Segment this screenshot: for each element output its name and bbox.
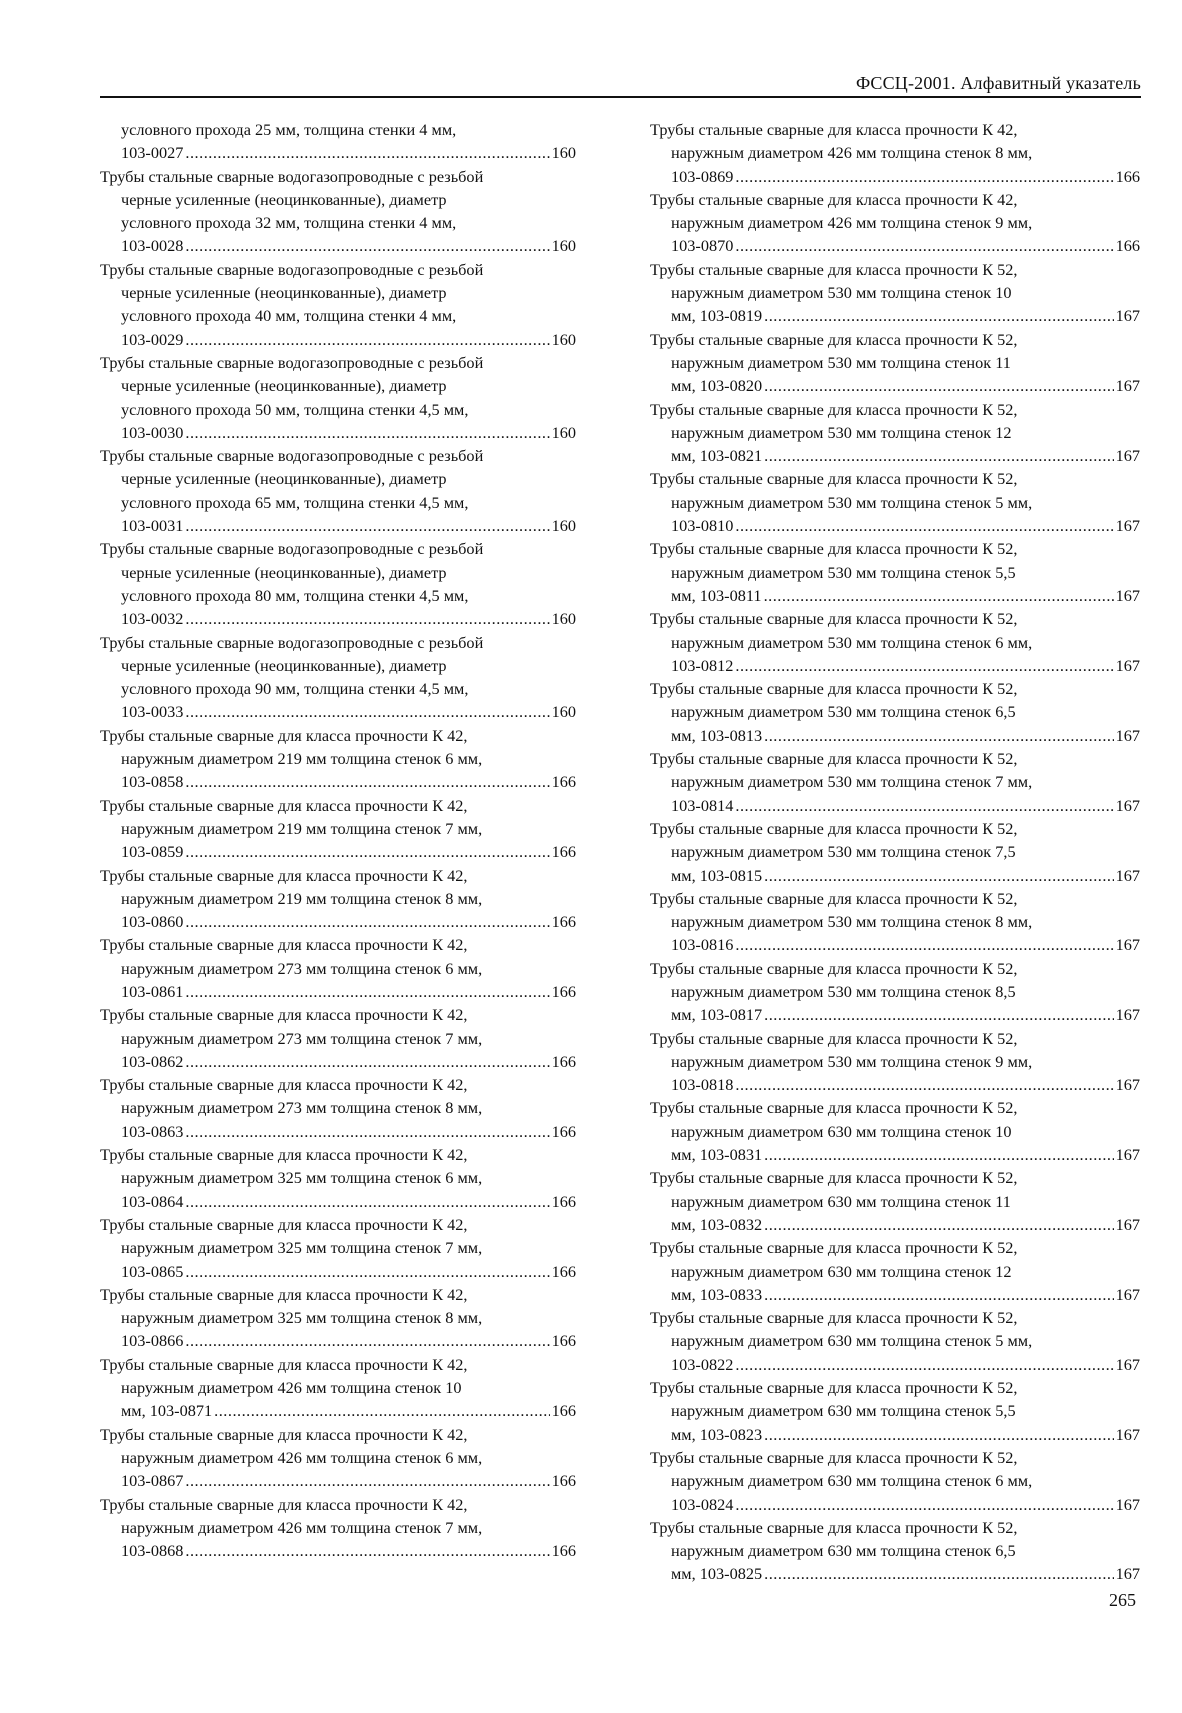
entry-page-number: 167	[1115, 935, 1140, 955]
entry-code: 103-0027	[121, 143, 184, 163]
entry-page-number: 166	[551, 1191, 576, 1211]
index-entry	[100, 1003, 576, 1073]
entry-code: 103-0868	[121, 1541, 184, 1561]
dot-leader	[735, 794, 1113, 817]
index-entry	[650, 1236, 1140, 1306]
index-entry	[100, 933, 576, 1003]
index-entry	[100, 1213, 576, 1283]
entry-code-line	[100, 1120, 576, 1143]
entry-text-line: наружным диаметром 426 мм толщина стенок 7 мм,	[121, 1517, 483, 1537]
entry-title-line: Трубы стальные сварные для класса прочности К 52,	[650, 1168, 1018, 1188]
entry-text-line: наружным диаметром 530 мм толщина стенок 5,5	[671, 562, 1016, 582]
entry-title-line: Трубы стальные сварные для класса прочности К 52,	[650, 888, 1018, 908]
entry-code-line	[650, 933, 1140, 956]
entry-code-line	[650, 1143, 1140, 1166]
dot-leader	[764, 304, 1113, 327]
entry-title-line: Трубы стальные сварные для класса прочности К 52,	[650, 399, 1018, 419]
entry-title-line: Трубы стальные сварные для класса прочности К 52,	[650, 329, 1018, 349]
entry-text-line: черные усиленные (неоцинкованные), диаметр	[121, 376, 447, 396]
entry-title-line: Трубы стальные сварные для класса прочности К 52,	[650, 818, 1018, 838]
index-entry	[100, 1493, 576, 1563]
entry-code: мм, 103-0820	[671, 376, 763, 396]
entry-code: 103-0863	[121, 1121, 184, 1141]
entry-code-line	[100, 910, 576, 933]
entry-title-line: Трубы стальные сварные водогазопроводные с резьбой	[100, 166, 484, 186]
entry-text-line: наружным диаметром 426 мм толщина стенок 9 мм,	[671, 213, 1033, 233]
entry-code: мм, 103-0823	[671, 1424, 763, 1444]
entry-page-number: 167	[1115, 1214, 1140, 1234]
index-column-right	[650, 118, 1140, 1586]
entry-text-line: условного прохода 25 мм, толщина стенки 4 мм,	[121, 120, 457, 139]
entry-title-line: Трубы стальные сварные для класса прочности К 52,	[650, 1378, 1018, 1398]
entry-code-line	[100, 770, 576, 793]
dot-leader	[764, 444, 1113, 467]
entry-code: 103-0812	[671, 655, 734, 675]
entry-title-line: Трубы стальные сварные для класса прочности К 52,	[650, 749, 1018, 769]
entry-code-line	[100, 328, 576, 351]
entry-code: мм, 103-0825	[671, 1564, 763, 1584]
entry-page-number: 160	[551, 236, 576, 256]
entry-page-number: 167	[1115, 655, 1140, 675]
entry-text-line: наружным диаметром 273 мм толщина стенок 6 мм,	[121, 958, 483, 978]
entry-page-number: 167	[1115, 725, 1140, 745]
entry-page-number: 166	[551, 1471, 576, 1491]
entry-code: мм, 103-0821	[671, 446, 763, 466]
dot-leader	[764, 1562, 1113, 1585]
dot-leader	[185, 1539, 549, 1562]
entry-title-line: Трубы стальные сварные для класса прочности К 42,	[100, 795, 468, 815]
entry-code: 103-0859	[121, 842, 184, 862]
entry-title-line: Трубы стальные сварные для класса прочности К 52,	[650, 679, 1018, 699]
entry-code: мм, 103-0815	[671, 865, 763, 885]
index-entry	[650, 1306, 1140, 1376]
index-entry	[650, 887, 1140, 957]
entry-page-number: 167	[1115, 865, 1140, 885]
entry-page-number: 166	[551, 842, 576, 862]
entry-title-line: Трубы стальные сварные для класса прочности К 42,	[650, 189, 1018, 209]
entry-title-line: Трубы стальные сварные для класса прочности К 52,	[650, 1308, 1018, 1328]
dot-leader	[185, 700, 549, 723]
dot-leader	[764, 1143, 1113, 1166]
entry-code-line	[650, 444, 1140, 467]
entry-title-line: Трубы стальные сварные для класса прочности К 52,	[650, 1517, 1018, 1537]
index-entry	[100, 794, 576, 864]
dot-leader	[764, 374, 1113, 397]
index-entry	[100, 864, 576, 934]
entry-code-line	[650, 1213, 1140, 1236]
entry-text-line: наружным диаметром 325 мм толщина стенок 8 мм,	[121, 1308, 483, 1328]
entry-code-line	[100, 1399, 576, 1422]
entry-code-line	[650, 584, 1140, 607]
dot-leader	[185, 514, 549, 537]
dot-leader	[735, 1493, 1113, 1516]
entry-code: мм, 103-0831	[671, 1145, 763, 1165]
index-column-left	[100, 118, 576, 1562]
entry-page-number: 167	[1115, 1284, 1140, 1304]
entry-title-line: Трубы стальные сварные водогазопроводные с резьбой	[100, 446, 484, 466]
entry-code: мм, 103-0871	[121, 1401, 213, 1421]
entry-page-number: 167	[1115, 1145, 1140, 1165]
entry-text-line: наружным диаметром 426 мм толщина стенок 6 мм,	[121, 1447, 483, 1467]
entry-code: 103-0033	[121, 702, 184, 722]
entry-code-line	[650, 1073, 1140, 1096]
index-entry	[100, 444, 576, 537]
index-entry	[650, 328, 1140, 398]
entry-code-line	[650, 234, 1140, 257]
entry-title-line: Трубы стальные сварные для класса прочности К 42,	[100, 1005, 468, 1025]
entry-code: мм, 103-0832	[671, 1214, 763, 1234]
entry-page-number: 166	[551, 1331, 576, 1351]
dot-leader	[185, 840, 549, 863]
dot-leader	[764, 584, 1114, 607]
index-entry	[650, 537, 1140, 607]
entry-title-line: Трубы стальные сварные для класса прочности К 52,	[650, 259, 1018, 279]
entry-code-line	[100, 1190, 576, 1213]
index-entry	[100, 537, 576, 630]
dot-leader	[735, 514, 1113, 537]
entry-title-line: Трубы стальные сварные для класса прочности К 52,	[650, 1238, 1018, 1258]
entry-title-line: Трубы стальные сварные для класса прочности К 52,	[650, 1098, 1018, 1118]
entry-title-line: Трубы стальные сварные для класса прочности К 42,	[100, 1424, 468, 1444]
entry-code-line	[650, 1493, 1140, 1516]
entry-title-line: Трубы стальные сварные для класса прочности К 52,	[650, 1447, 1018, 1467]
entry-title-line: Трубы стальные сварные для класса прочности К 42,	[100, 1145, 468, 1165]
index-entry	[650, 188, 1140, 258]
entry-code: мм, 103-0817	[671, 1005, 763, 1025]
entry-page-number: 167	[1115, 1564, 1140, 1584]
entry-text-line: наружным диаметром 530 мм толщина стенок 12	[671, 422, 1012, 442]
page-number: 265	[1109, 1590, 1136, 1610]
entry-code: мм, 103-0811	[671, 585, 762, 605]
dot-leader	[735, 654, 1113, 677]
entry-code: 103-0824	[671, 1494, 734, 1514]
entry-text-line: наружным диаметром 630 мм толщина стенок 6 мм,	[671, 1471, 1033, 1491]
entry-page-number: 167	[1115, 376, 1140, 396]
entry-code: 103-0869	[671, 166, 734, 186]
entry-code: 103-0822	[671, 1354, 734, 1374]
dot-leader	[185, 141, 549, 164]
entry-page-number: 160	[551, 422, 576, 442]
index-entry	[100, 118, 576, 165]
entry-code: 103-0810	[671, 516, 734, 536]
dot-leader	[764, 1283, 1113, 1306]
entry-text-line: наружным диаметром 426 мм толщина стенок 10	[121, 1378, 462, 1398]
entry-page-number: 167	[1115, 1424, 1140, 1444]
entry-text-line: наружным диаметром 530 мм толщина стенок 9 мм,	[671, 1051, 1033, 1071]
index-entry	[650, 957, 1140, 1027]
entry-text-line: наружным диаметром 630 мм толщина стенок 5 мм,	[671, 1331, 1033, 1351]
entry-page-number: 160	[551, 143, 576, 163]
entry-code-line	[100, 700, 576, 723]
entry-code-line	[650, 514, 1140, 537]
entry-text-line: условного прохода 32 мм, толщина стенки 4 мм,	[121, 213, 457, 233]
entry-code-line	[100, 421, 576, 444]
entry-code: мм, 103-0813	[671, 725, 763, 745]
entry-text-line: черные усиленные (неоцинкованные), диаметр	[121, 655, 447, 675]
dot-leader	[764, 1213, 1113, 1236]
entry-code: 103-0867	[121, 1471, 184, 1491]
index-entry	[100, 1143, 576, 1213]
dot-leader	[185, 1260, 549, 1283]
entry-text-line: условного прохода 40 мм, толщина стенки 4 мм,	[121, 306, 457, 326]
entry-page-number: 167	[1115, 585, 1140, 605]
entry-text-line: условного прохода 50 мм, толщина стенки 4,5 мм,	[121, 399, 469, 419]
entry-text-line: черные усиленные (неоцинкованные), диаметр	[121, 189, 447, 209]
entry-text-line: черные усиленные (неоцинкованные), диаметр	[121, 283, 447, 303]
entry-code-line	[100, 1469, 576, 1492]
dot-leader	[185, 1329, 549, 1352]
entry-page-number: 167	[1115, 446, 1140, 466]
entry-title-line: Трубы стальные сварные для класса прочности К 42,	[100, 935, 468, 955]
dot-leader	[185, 328, 549, 351]
entry-code: 103-0032	[121, 609, 184, 629]
entry-code-line	[650, 1562, 1140, 1585]
entry-code: 103-0814	[671, 795, 734, 815]
entry-text-line: наружным диаметром 273 мм толщина стенок 8 мм,	[121, 1098, 483, 1118]
entry-title-line: Трубы стальные сварные для класса прочности К 52,	[650, 469, 1018, 489]
entry-text-line: наружным диаметром 219 мм толщина стенок 6 мм,	[121, 749, 483, 769]
entry-text-line: наружным диаметром 530 мм толщина стенок 5 мм,	[671, 492, 1033, 512]
index-entry	[100, 631, 576, 724]
entry-page-number: 166	[1115, 236, 1140, 256]
dot-leader	[735, 1353, 1113, 1376]
dot-leader	[185, 1469, 549, 1492]
index-entry	[100, 165, 576, 258]
entry-page-number: 167	[1115, 1075, 1140, 1095]
entry-code-line	[100, 141, 576, 164]
entry-code-line	[100, 234, 576, 257]
entry-page-number: 166	[551, 981, 576, 1001]
entry-code: 103-0862	[121, 1051, 184, 1071]
entry-text-line: наружным диаметром 325 мм толщина стенок 7 мм,	[121, 1238, 483, 1258]
index-entry	[650, 677, 1140, 747]
entry-text-line: наружным диаметром 273 мм толщина стенок 7 мм,	[121, 1028, 483, 1048]
entry-text-line: наружным диаметром 630 мм толщина стенок 6,5	[671, 1541, 1016, 1561]
entry-code-line	[650, 724, 1140, 747]
entry-code: мм, 103-0833	[671, 1284, 763, 1304]
entry-text-line: наружным диаметром 530 мм толщина стенок 7,5	[671, 842, 1016, 862]
entry-text-line: наружным диаметром 530 мм толщина стенок 8 мм,	[671, 912, 1033, 932]
entry-title-line: Трубы стальные сварные для класса прочности К 42,	[100, 1284, 468, 1304]
entry-code-line	[100, 1539, 576, 1562]
entry-title-line: Трубы стальные сварные для класса прочности К 42,	[100, 725, 468, 745]
index-entry	[650, 1027, 1140, 1097]
dot-leader	[185, 421, 549, 444]
index-entry	[650, 817, 1140, 887]
entry-text-line: условного прохода 65 мм, толщина стенки 4,5 мм,	[121, 492, 469, 512]
index-entry	[650, 1376, 1140, 1446]
entry-code: 103-0816	[671, 935, 734, 955]
entry-title-line: Трубы стальные сварные для класса прочности К 42,	[100, 1075, 468, 1095]
entry-page-number: 160	[551, 329, 576, 349]
entry-title-line: Трубы стальные сварные для класса прочности К 42,	[100, 1354, 468, 1374]
entry-page-number: 166	[551, 1121, 576, 1141]
index-entry	[650, 1096, 1140, 1166]
dot-leader	[185, 770, 549, 793]
entry-text-line: наружным диаметром 630 мм толщина стенок 10	[671, 1121, 1012, 1141]
entry-title-line: Трубы стальные сварные для класса прочности К 52,	[650, 539, 1018, 559]
entry-page-number: 166	[551, 1401, 576, 1421]
page-header	[100, 66, 1141, 98]
dot-leader	[185, 1190, 549, 1213]
entry-text-line: наружным диаметром 426 мм толщина стенок 8 мм,	[671, 143, 1033, 163]
entry-title-line: Трубы стальные сварные водогазопроводные с резьбой	[100, 539, 484, 559]
dot-leader	[185, 1120, 549, 1143]
entry-page-number: 166	[1115, 166, 1140, 186]
entry-text-line: наружным диаметром 530 мм толщина стенок 10	[671, 283, 1012, 303]
entry-code-line	[100, 514, 576, 537]
dot-leader	[764, 1423, 1113, 1446]
entry-code: 103-0858	[121, 772, 184, 792]
entry-code: мм, 103-0819	[671, 306, 763, 326]
dot-leader	[735, 1073, 1113, 1096]
entry-code-line	[650, 1423, 1140, 1446]
entry-code-line	[650, 864, 1140, 887]
entry-code: 103-0031	[121, 516, 184, 536]
index-entry	[650, 1166, 1140, 1236]
entry-text-line: наружным диаметром 530 мм толщина стенок 8,5	[671, 981, 1016, 1001]
entry-code-line	[100, 980, 576, 1003]
entry-title-line: Трубы стальные сварные для класса прочности К 42,	[100, 1214, 468, 1234]
entry-text-line: наружным диаметром 530 мм толщина стенок 6 мм,	[671, 632, 1033, 652]
entry-text-line: наружным диаметром 219 мм толщина стенок 8 мм,	[121, 888, 483, 908]
entry-title-line: Трубы стальные сварные для класса прочности К 52,	[650, 1028, 1018, 1048]
entry-title-line: Трубы стальные сварные водогазопроводные с резьбой	[100, 632, 484, 652]
entry-text-line: наружным диаметром 630 мм толщина стенок 12	[671, 1261, 1012, 1281]
entry-text-line: условного прохода 90 мм, толщина стенки 4,5 мм,	[121, 679, 469, 699]
entry-code: 103-0030	[121, 422, 184, 442]
entry-page-number: 167	[1115, 1354, 1140, 1374]
entry-text-line: наружным диаметром 630 мм толщина стенок 5,5	[671, 1401, 1016, 1421]
entry-code-line	[650, 1283, 1140, 1306]
entry-page-number: 167	[1115, 306, 1140, 326]
index-entry	[100, 1423, 576, 1493]
dot-leader	[185, 910, 549, 933]
dot-leader	[764, 864, 1113, 887]
dot-leader	[185, 607, 549, 630]
entry-title-line: Трубы стальные сварные водогазопроводные с резьбой	[100, 259, 484, 279]
entry-code: 103-0864	[121, 1191, 184, 1211]
entry-code: 103-0860	[121, 912, 184, 932]
entry-code-line	[650, 374, 1140, 397]
index-entry	[650, 1516, 1140, 1586]
entry-text-line: черные усиленные (неоцинкованные), диаметр	[121, 562, 447, 582]
index-entry	[650, 258, 1140, 328]
dot-leader	[185, 1050, 549, 1073]
header-title: ФССЦ-2001. Алфавитный указатель	[855, 73, 1141, 93]
entry-title-line: Трубы стальные сварные для класса прочности К 42,	[650, 120, 1018, 139]
index-entry	[650, 747, 1140, 817]
index-entry	[650, 607, 1140, 677]
entry-code-line	[100, 1050, 576, 1073]
index-entry	[650, 118, 1140, 188]
entry-code: 103-0865	[121, 1261, 184, 1281]
dot-leader	[735, 933, 1113, 956]
entry-code: 103-0029	[121, 329, 184, 349]
dot-leader	[185, 234, 549, 257]
entry-title-line: Трубы стальные сварные для класса прочности К 42,	[100, 865, 468, 885]
entry-code-line	[650, 165, 1140, 188]
index-entry	[100, 351, 576, 444]
entry-code: 103-0028	[121, 236, 184, 256]
dot-leader	[764, 1003, 1113, 1026]
entry-text-line: наружным диаметром 325 мм толщина стенок 6 мм,	[121, 1168, 483, 1188]
entry-code: 103-0861	[121, 981, 184, 1001]
index-entry	[650, 1446, 1140, 1516]
entry-page-number: 167	[1115, 795, 1140, 815]
entry-code-line	[650, 654, 1140, 677]
entry-page-number: 166	[551, 1051, 576, 1071]
entry-page-number: 160	[551, 609, 576, 629]
entry-page-number: 160	[551, 516, 576, 536]
index-entry	[100, 1283, 576, 1353]
entry-text-line: наружным диаметром 530 мм толщина стенок 7 мм,	[671, 772, 1033, 792]
entry-title-line: Трубы стальные сварные для класса прочности К 42,	[100, 1494, 468, 1514]
dot-leader	[735, 234, 1113, 257]
index-entry	[100, 1073, 576, 1143]
entry-code-line	[100, 840, 576, 863]
dot-leader	[185, 980, 549, 1003]
entry-text-line: наружным диаметром 530 мм толщина стенок 6,5	[671, 702, 1016, 722]
entry-page-number: 160	[551, 702, 576, 722]
entry-page-number: 167	[1115, 1494, 1140, 1514]
entry-title-line: Трубы стальные сварные водогазопроводные с резьбой	[100, 352, 484, 372]
dot-leader	[735, 165, 1113, 188]
entry-code-line	[650, 794, 1140, 817]
entry-page-number: 166	[551, 1261, 576, 1281]
entry-title-line: Трубы стальные сварные для класса прочности К 52,	[650, 958, 1018, 978]
entry-code-line	[100, 1260, 576, 1283]
entry-text-line: наружным диаметром 219 мм толщина стенок 7 мм,	[121, 818, 483, 838]
entry-code-line	[100, 607, 576, 630]
entry-code-line	[650, 1353, 1140, 1376]
entry-code-line	[650, 304, 1140, 327]
entry-title-line: Трубы стальные сварные для класса прочности К 52,	[650, 609, 1018, 629]
entry-page-number: 167	[1115, 1005, 1140, 1025]
index-entry	[650, 467, 1140, 537]
entry-page-number: 166	[551, 1541, 576, 1561]
entry-page-number: 166	[551, 772, 576, 792]
entry-code-line	[650, 1003, 1140, 1026]
entry-page-number: 167	[1115, 516, 1140, 536]
index-entry	[650, 398, 1140, 468]
index-entry	[100, 258, 576, 351]
entry-code: 103-0866	[121, 1331, 184, 1351]
entry-code: 103-0870	[671, 236, 734, 256]
dot-leader	[764, 724, 1113, 747]
entry-text-line: наружным диаметром 530 мм толщина стенок 11	[671, 352, 1011, 372]
entry-page-number: 166	[551, 912, 576, 932]
entry-code-line	[100, 1329, 576, 1352]
entry-text-line: наружным диаметром 630 мм толщина стенок 11	[671, 1191, 1011, 1211]
index-entry	[100, 724, 576, 794]
index-entry	[100, 1353, 576, 1423]
entry-code: 103-0818	[671, 1075, 734, 1095]
dot-leader	[214, 1399, 549, 1422]
entry-text-line: условного прохода 80 мм, толщина стенки 4,5 мм,	[121, 585, 469, 605]
entry-text-line: черные усиленные (неоцинкованные), диаметр	[121, 469, 447, 489]
